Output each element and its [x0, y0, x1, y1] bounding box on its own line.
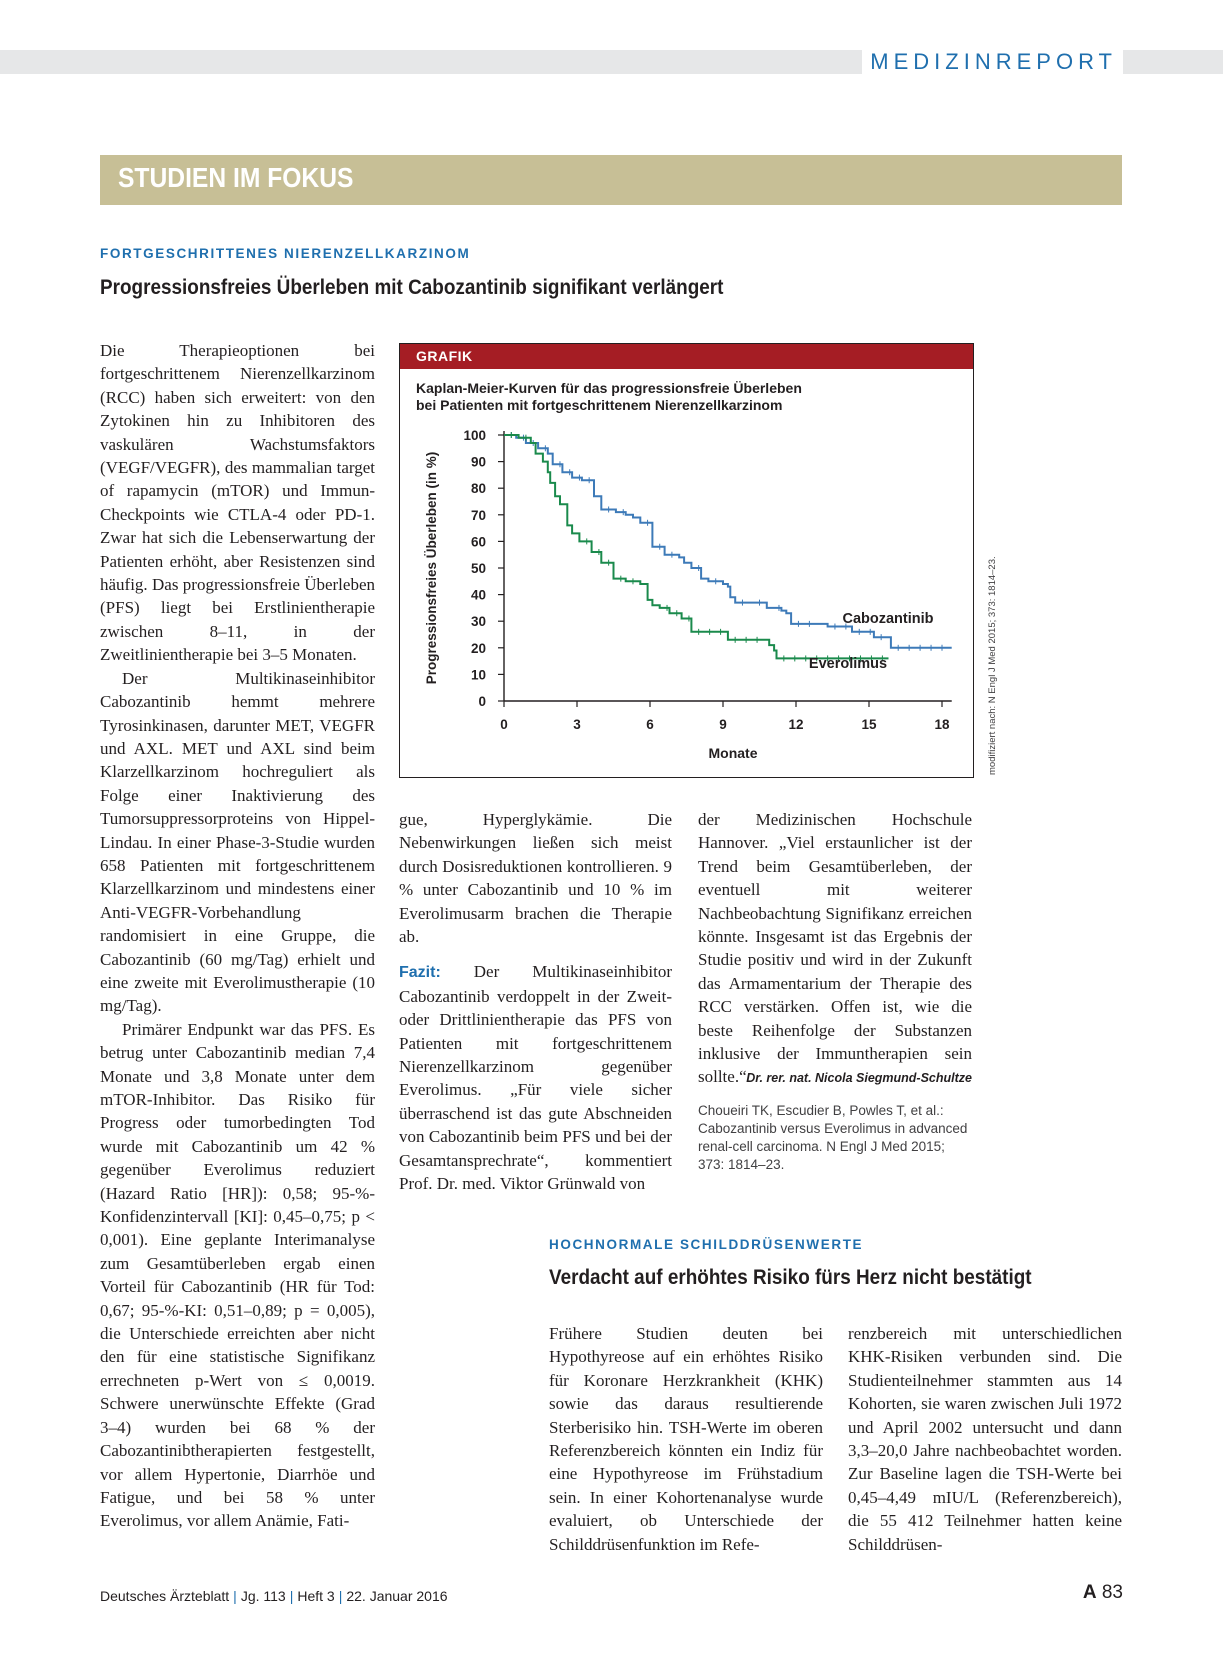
- y-tick-label: 30: [470, 614, 486, 630]
- issue: Heft 3: [297, 1588, 335, 1604]
- paragraph: gue, Hyperglykämie. Die Nebenwirkungen ließen sich meist durch Dosisreduktionen kontrollieren. 9 % unter Cabozantinib und 10 % im Everolimusarm brachen die Therapie ab.: [399, 810, 672, 947]
- paragraph: Frühere Studien deuten bei Hypothyreose auf ein erhöhtes Risiko für Koronare Herzkrankheit (KHK) sowie das daraus resultierende Sterberisiko hin. TSH-Werte im oberen Referenzbereich könnten ein Indiz für eine Hypothyreose im Frühstadium sein. In einer Kohortenanalyse wurde evaluiert, ob Unterschiede der Schilddrüsenfunktion im Refe-: [549, 1324, 823, 1554]
- x-tick-label: 3: [573, 717, 581, 732]
- footer-citation: Deutsches Ärzteblatt | Jg. 113 | Heft 3 | 22. Januar 2016: [100, 1588, 448, 1604]
- x-tick-label: 0: [500, 717, 508, 732]
- article-headline: Verdacht auf erhöhtes Risiko fürs Herz nicht bestätigt: [549, 1265, 1032, 1289]
- issue-date: 22. Januar 2016: [346, 1588, 448, 1604]
- y-tick-label: 80: [470, 481, 486, 497]
- x-tick-label: 15: [861, 717, 877, 732]
- paragraph: Die Therapieoptionen bei fortgeschrittenem Nierenzellkarzinom (RCC) haben sich erweitert: von den Zytokinen hin zu Inhibitoren des vaskulären Wachstumsfaktors (VEGF/VEGFR), des mammalian target of rapamycin (mTOR) und Immun-Checkpoints wie CTLA-4 oder PD-1. Zwar hat sich die Lebenserwartung der Patienten erhöht, aber Resistenzen sind häufig. Das progressionsfreie Überleben (PFS) liegt bei Erstlinientherapie zwischen 8–11, in der Zweitlinientherapie bei 3–5 Monaten.: [100, 341, 375, 665]
- paragraph: Primärer Endpunkt war das PFS. Es betrug unter Cabozantinib median 7,4 Monate und 3,8 Monate unter dem mTOR-Inhibitor. Das Risiko für Progress oder tumorbedingten Tod wurde mit Cabozantinib um 42 % gegenüber Everolimus reduziert (Hazard Ratio [HR]): 0,58; 95-%-Konfidenzintervall [KI]: 0,45–0,75; p < 0,001). Eine geplante Interimanalyse zum Gesamtüberleben ergab einen Vorteil für Cabozantinib (HR für Tod: 0,67; 95-%-KI: 0,51–0,89; p = 0,005), die Unterschiede erreichten aber nicht den für eine statistische Signifikanz errechneten p-Wert von ≤ 0,0019. Schwere unerwünschte Effekte (Grad 3–4) wurden bei 68 % der Cabozantinibtherapierten festgestellt, vor allem Hypertonie, Diarrhöe und Fatigue, und bei 58 % unter Everolimus, vor allem Anämie, Fati-: [100, 1019, 375, 1531]
- article-kicker: HOCHNORMALE SCHILDDRÜSENWERTE: [549, 1237, 864, 1252]
- article-column-1: [100, 339, 375, 1533]
- journal-name: Deutsches Ärzteblatt: [100, 1588, 230, 1604]
- figure-title-line: bei Patienten mit fortgeschrittenem Nierenzellkarzinom: [416, 397, 783, 413]
- fazit-label: Fazit:: [399, 964, 441, 982]
- page-number: [1083, 1582, 1123, 1604]
- y-tick-label: 10: [470, 667, 486, 683]
- x-tick-label: 18: [934, 717, 950, 732]
- article-column-2: [848, 1322, 1122, 1556]
- paragraph: renzbereich mit unterschiedlichen KHK-Risiken verbunden sind. Die Studienteilnehmer stammten aus 14 Kohorten, sie waren zwischen Juli 1972 und April 2002 untersucht und dann 3,3–20,0 Jahre nachbeobachtet worden. Zur Baseline lagen die TSH-Werte bei 0,45–4,49 mIU/L (Referenzbereich), die 55 412 Teilnehmer hatten keine Schilddrüsen-: [848, 1324, 1122, 1554]
- figure-credit: modifiziert nach: N Engl J Med 2015; 373: 1814–23.: [987, 556, 998, 775]
- fazit-paragraph: [399, 960, 672, 1195]
- y-tick-label: 70: [470, 507, 486, 523]
- figure-title-line: Kaplan-Meier-Kurven für das progressionsfreie Überleben: [416, 380, 802, 396]
- article-kicker: FORTGESCHRITTENES NIERENZELLKARZINOM: [100, 246, 471, 261]
- x-tick-label: 9: [719, 717, 727, 732]
- article-headline: Progressionsfreies Überleben mit Cabozantinib signifikant verlängert: [100, 275, 724, 299]
- y-axis-label: Progressionsfreies Überleben (in %): [424, 451, 439, 685]
- fazit-text: Der Multikinaseinhibitor Cabozantinib verdoppelt in der Zweit- oder Drittlinientherapie das PFS von Patienten mit fortgeschrittenem Nierenzellkarzinom gegenüber Everolimus. „Für viele sicher überraschend ist das gute Abschneiden von Cabozantinib beim PFS und bei der Gesamtansprechrate“, kommentiert Prof. Dr. med. Viktor Grünwald von: [399, 962, 672, 1194]
- y-tick-label: 90: [470, 454, 486, 470]
- x-axis-label: Monate: [708, 745, 758, 761]
- y-tick-label: 60: [470, 534, 486, 550]
- figure-box: [399, 343, 974, 778]
- y-tick-label: 0: [478, 694, 486, 709]
- article-column-3: [698, 808, 972, 1089]
- volume: Jg. 113: [240, 1588, 286, 1604]
- kaplan-meier-chart: [400, 344, 973, 777]
- y-tick-label: 100: [463, 428, 486, 443]
- page-num: 83: [1101, 1582, 1123, 1603]
- x-tick-label: 12: [788, 717, 804, 732]
- y-tick-label: 20: [470, 640, 486, 656]
- paragraph: Der Multikinaseinhibitor Cabozantinib hemmt mehrere Tyrosinkinasen, darunter MET, VEGFR und AXL. MET und AXL sind beim Klarzellkarzinom hochreguliert als Folge einer Inaktivierung des Tumorsuppressorproteins von Hippel-Lindau. In einer Phase-3-Studie wurden 658 Patienten mit fortgeschrittenem Klarzellkarzinom und mindestens einer Anti-VEGFR-Vorbehandlung randomisiert in eine Gruppe, die Cabozantinib (60 mg/Tag) erhielt und eine zweite mit Everolimustherapie (10 mg/Tag).: [100, 668, 375, 1016]
- figure-label: GRAFIK: [416, 348, 473, 364]
- article-column-1: [549, 1322, 823, 1556]
- page-prefix: A: [1082, 1582, 1097, 1603]
- author-line: Dr. rer. nat. Nicola Siegmund-Schultze: [746, 1071, 972, 1085]
- y-tick-label: 40: [470, 587, 486, 603]
- reference: Choueiri TK, Escudier B, Powles T, et al.: Cabozantinib versus Everolimus in advanced renal-cell carcinoma. N Engl J Med 2015; 373: 1814–23.: [698, 1103, 968, 1172]
- article-column-2: [399, 808, 672, 1196]
- series-label-cabozantinib: Cabozantinib: [842, 611, 934, 627]
- paragraph: der Medizinischen Hochschule Hannover. „Viel erstaunlicher ist der Trend beim Gesamtüberleben, der eventuell mit weiterer Nachbeobachtung Signifikanz erreichen könnte. Insgesamt ist das Ergebnis der Studie positiv und wird in der Zukunft das Armamentarium der Therapie des RCC verstärken. Offen ist, wie die beste Reihenfolge der Substanzen inklusive der Immuntherapien sein sollte.“: [698, 810, 972, 1087]
- x-tick-label: 6: [646, 717, 654, 732]
- section-label: MEDIZINREPORT: [862, 48, 1123, 76]
- section-banner: [100, 155, 1122, 205]
- banner-title: STUDIEN IM FOKUS: [118, 162, 354, 193]
- chart-series: [504, 432, 952, 661]
- y-tick-label: 50: [470, 561, 486, 576]
- series-label-everolimus: Everolimus: [808, 656, 888, 672]
